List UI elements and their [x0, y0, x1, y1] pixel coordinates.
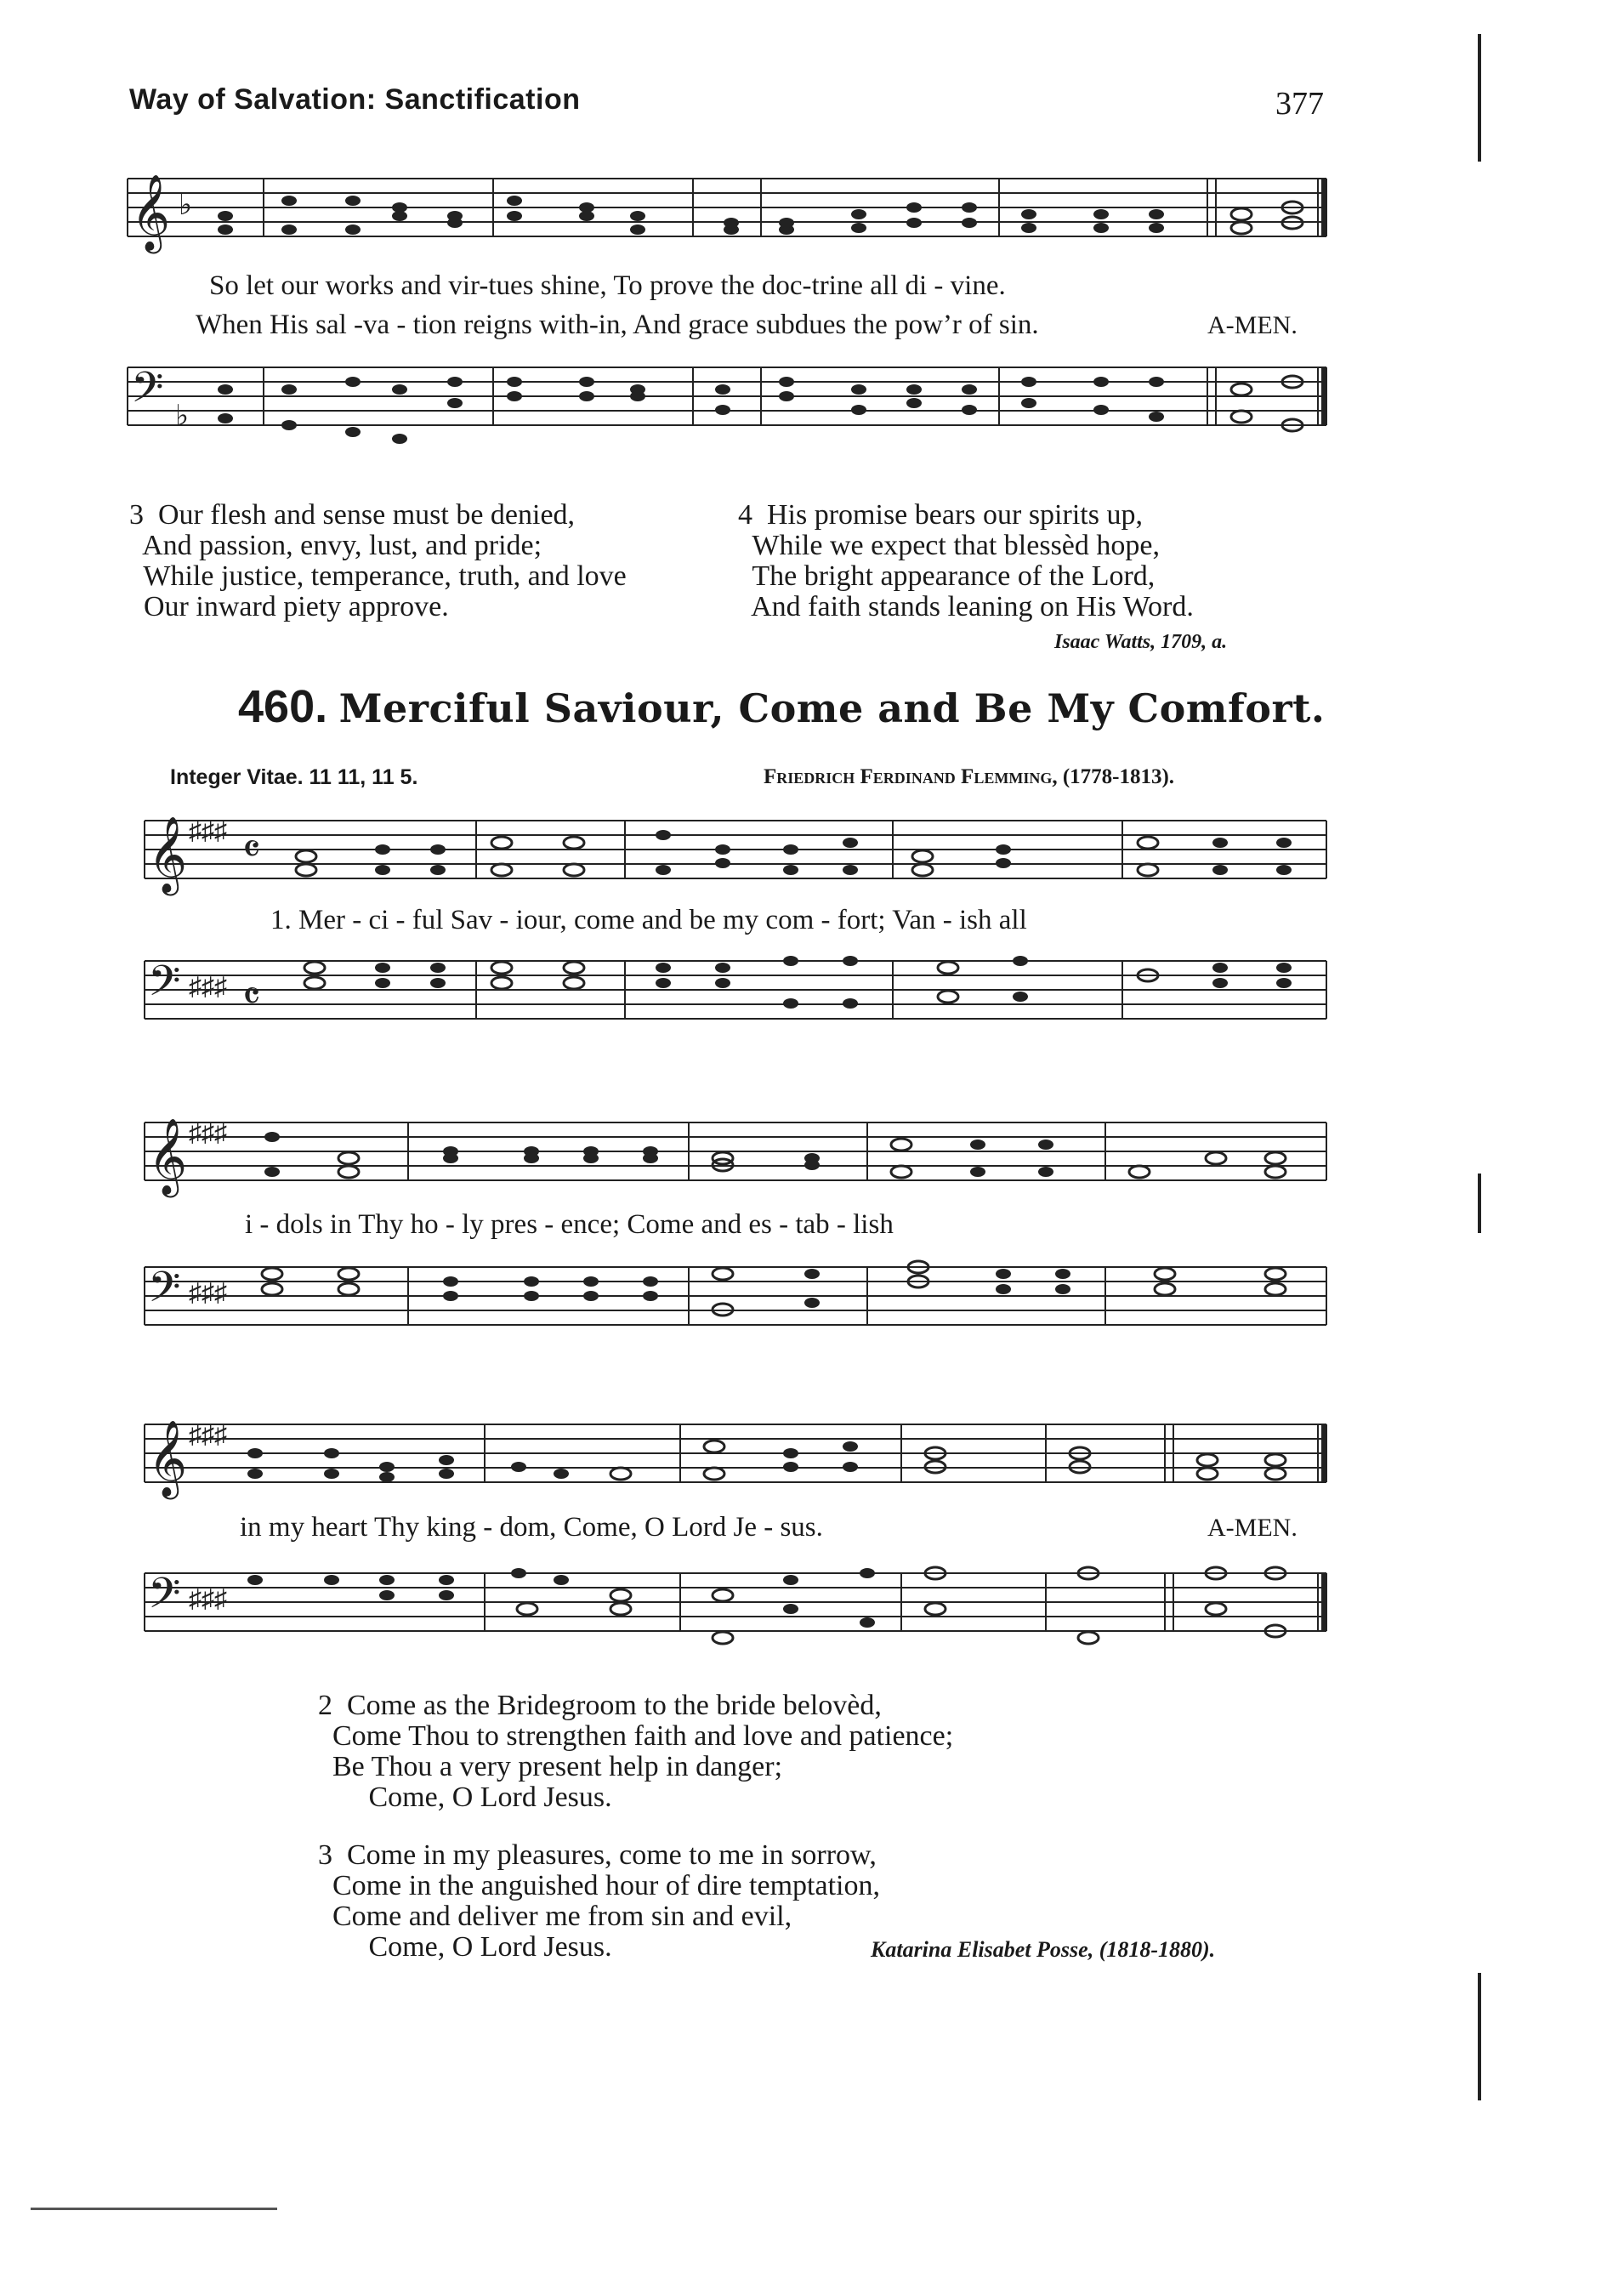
- svg-text:𝄢: 𝄢: [148, 957, 181, 1016]
- verse-line: Come and deliver me from sin and evil,: [332, 1901, 792, 1932]
- composer-credit: Friedrich Ferdinand Flemming, (1778-1813).: [764, 765, 1175, 788]
- verse-line: Come, O Lord Jesus.: [332, 1931, 612, 1963]
- prev-lyrics-line-2: When His sal -va - tion reigns with-in, And grace subdues the pow’r of sin.: [196, 310, 1039, 340]
- hymn-verse-3: [318, 1840, 880, 1963]
- svg-text:𝄞: 𝄞: [148, 1118, 188, 1195]
- verse-line: The bright appearance of the Lord,: [752, 560, 1156, 592]
- hymn-author-credit: Katarina Elisabet Posse, (1818-1880).: [871, 1937, 1216, 1962]
- prev-verse-3: [129, 500, 627, 622]
- svg-text:𝄢: 𝄢: [148, 1569, 181, 1628]
- hymn-title: [238, 680, 1325, 733]
- prev-lyrics-line-1: So let our works and vir-tues shine, To prove the doc-trine all di - vine.: [209, 270, 1006, 301]
- verse-line: And faith stands leaning on His Word.: [751, 591, 1194, 622]
- svg-text:♯♯♯: ♯♯♯: [189, 1119, 227, 1147]
- svg-text:𝄢: 𝄢: [148, 1263, 181, 1322]
- verse-line: Our inward piety approve.: [144, 591, 449, 622]
- verse-line: Come, O Lord Jesus.: [332, 1782, 612, 1813]
- scan-bottom-mark: [31, 2208, 277, 2210]
- verse-line: His promise bears our spirits up,: [767, 499, 1143, 531]
- svg-text:𝄞: 𝄞: [148, 1420, 188, 1497]
- scan-edge-mark: [1478, 1174, 1481, 1233]
- svg-text:♯♯♯: ♯♯♯: [189, 1279, 227, 1307]
- verse-line: While we expect that blessèd hope,: [752, 530, 1160, 561]
- svg-text:𝄴: 𝄴: [242, 827, 261, 872]
- scan-edge-mark: [1478, 1973, 1481, 2100]
- verse-number: 4: [738, 499, 752, 531]
- svg-text:♯♯♯: ♯♯♯: [189, 817, 227, 845]
- hymn-lyrics-system-2: i - dols in Thy ho - ly pres - ence; Come and es - tab - lish: [245, 1209, 894, 1240]
- system-2-bass-staff: [145, 1250, 1335, 1344]
- verse-line: And passion, envy, lust, and pride;: [142, 530, 542, 561]
- system-1-treble-staff: [145, 804, 1335, 897]
- prev-author-credit: Isaac Watts, 1709, a.: [1054, 631, 1228, 653]
- system-3-treble-staff: [145, 1407, 1335, 1501]
- verse-number: 3: [318, 1839, 332, 1871]
- system-1-bass-staff: [145, 944, 1335, 1037]
- verse-line: Come as the Bridegroom to the bride belovèd,: [347, 1690, 882, 1721]
- svg-text:𝄞: 𝄞: [148, 816, 188, 893]
- hymn-lyrics-system-1: 1. Mer - ci - ful Sav - iour, come and be my com - fort; Van - ish all: [270, 905, 1027, 935]
- scan-edge-mark: [1478, 34, 1481, 162]
- prev-bass-staff: [128, 350, 1335, 452]
- verse-line: Come in the anguished hour of dire temptation,: [332, 1870, 880, 1901]
- page-number: 377: [1275, 86, 1324, 122]
- system-3-bass-staff: [145, 1556, 1335, 1667]
- svg-text:𝄴: 𝄴: [242, 975, 261, 1020]
- verse-line: Come Thou to strengthen faith and love and patience;: [332, 1720, 954, 1752]
- prev-verse-4: [738, 500, 1194, 622]
- tune-name: Integer Vitae. 11 11, 11 5.: [170, 765, 418, 789]
- hymn-number: 460.: [238, 681, 328, 732]
- svg-text:♭: ♭: [179, 190, 193, 221]
- hymn-lyrics-system-3: in my heart Thy king - dom, Come, O Lord Je - sus.: [240, 1512, 823, 1543]
- verse-number: 2: [318, 1690, 332, 1721]
- verse-number: 3: [129, 499, 144, 531]
- svg-text:♭: ♭: [175, 401, 190, 432]
- prev-treble-staff: [128, 162, 1335, 255]
- hymn-verse-2: [318, 1691, 953, 1813]
- svg-text:♯♯♯: ♯♯♯: [189, 973, 227, 1001]
- verse-line: Come in my pleasures, come to me in sorrow,: [347, 1839, 877, 1871]
- prev-amen: A-MEN.: [1207, 311, 1298, 339]
- verse-line: Our flesh and sense must be denied,: [158, 499, 576, 531]
- verse-line: While justice, temperance, truth, and love: [143, 560, 627, 592]
- svg-text:♯♯♯: ♯♯♯: [189, 1421, 227, 1449]
- svg-text:𝄢: 𝄢: [131, 363, 164, 423]
- svg-text:♯♯♯: ♯♯♯: [189, 1585, 227, 1613]
- verse-line: Be Thou a very present help in danger;: [332, 1751, 783, 1782]
- hymn-title-text: Merciful Saviour, Come and Be My Comfort.: [338, 685, 1326, 731]
- hymn-amen: A-MEN.: [1207, 1514, 1298, 1542]
- system-2-treble-staff: [145, 1105, 1335, 1199]
- section-title: Way of Salvation: Sanctification: [129, 83, 581, 116]
- svg-text:𝄞: 𝄞: [131, 174, 171, 251]
